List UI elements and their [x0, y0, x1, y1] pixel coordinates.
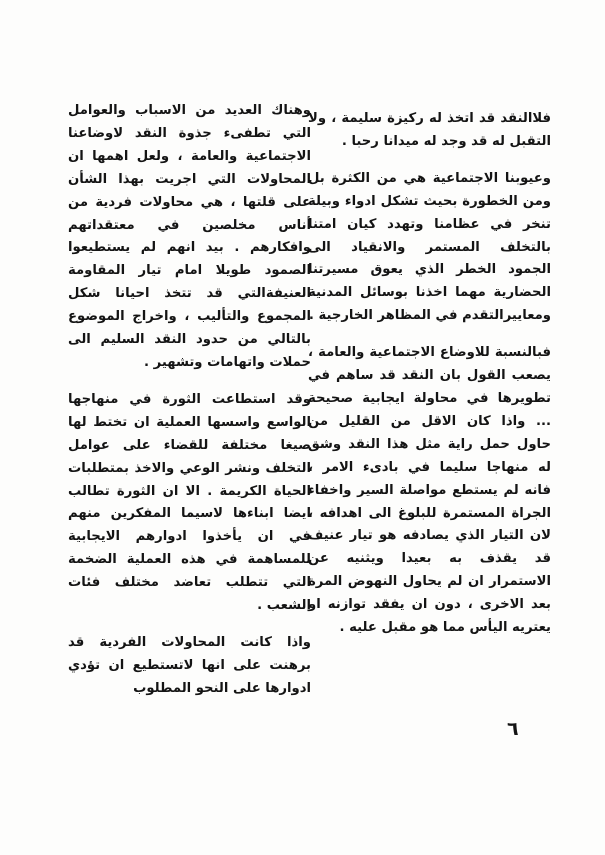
paragraph: فلاالنقد قد اتخذ له ركيزة سليمة ، ولا التقبل له قد وجد له ميدانا رحبا .: [308, 111, 551, 149]
paragraph: وهناك العديد من الاسباب والعوامل التي تطفىء جذوة النقد لاوضاعنا الاجتماعية والعامة ، ولعل اهمها ان المحاولات التي اجريت بهذا الشأن على قلتها ، هي محاولات فردية من أناس مخلصين في معتقداتهم وافكارهم . بيد انهم لم يستطيعوا الصمود طويلا امام تيار المقاومة العنيفةالتي قد تتخذ احيانا شكل المجموع والتأليب ، واخراج الموضوع بالتالي من حدود النقد السليم الى حملات واتهامات وتشهير .: [68, 103, 311, 370]
left-text-column: [68, 100, 311, 715]
page-number: ٦: [507, 718, 519, 740]
paragraph: وعيوبنا الاجتماعية هي من الكثرة بل ومن الخطورة بحيث تشكل ادواء وبيلة تنخر في عظامنا وتهدد كيان امتنا بالتخلف المستمر والانقياد الى الجمود الخطر الذي يعوق مسيرتنا الحضارية مهما اخذنا بوسائل المدنية ومعاييرالتقدم في المظاهر الخارجية .: [308, 170, 551, 324]
paragraph: واذا كانت المحاولات الفردية قد برهنت على انها لاتستطيع ان تؤدي ادوارها على النحو المطلوب: [68, 634, 311, 696]
paragraph: فبالنسبة للاوضاع الاجتماعية والعامة ، يصعب القول بان النقد قد ساهم في تطويرها في محاولة ايجابية صحيحة ... واذا كان الاقل من القليل من حاول حمل راية مثل هذا النقد وشق له منهاجا سليما في بادىء الامر ، فانه لم يستطع مواصلة السير واخفاء الجراة المستمرة للبلوغ الى اهدافه ، لان التيار الذي يصادفه هو تيار عنيف قد يقذف به بعيدا ويثنيه عن الاستمرار ان لم يحاول النهوض المرة بعد الاخرى ، دون ان يفقد توازنه او يعتريه اليأس مما هو مقبل عليه .: [308, 345, 551, 636]
right-text-column: [308, 108, 551, 654]
paragraph: وقد استطاعت الثورة في منهاجها الواسع واسسها العملية ان تختط لها صيغا مختلفة للقضاء على عوامل التخلف ونشر الوعي والاخذ بمتطلبات الحياة الكريمة . الا ان الثورة تطالب ايضا ابناءها لاسيما المفكرين منهم في ان يأخذوا ادوارهم الايجابية للمساهمة في هذه العملية الضخمة التي تتطلب تعاضد مختلف فئات الشعب .: [68, 391, 311, 614]
